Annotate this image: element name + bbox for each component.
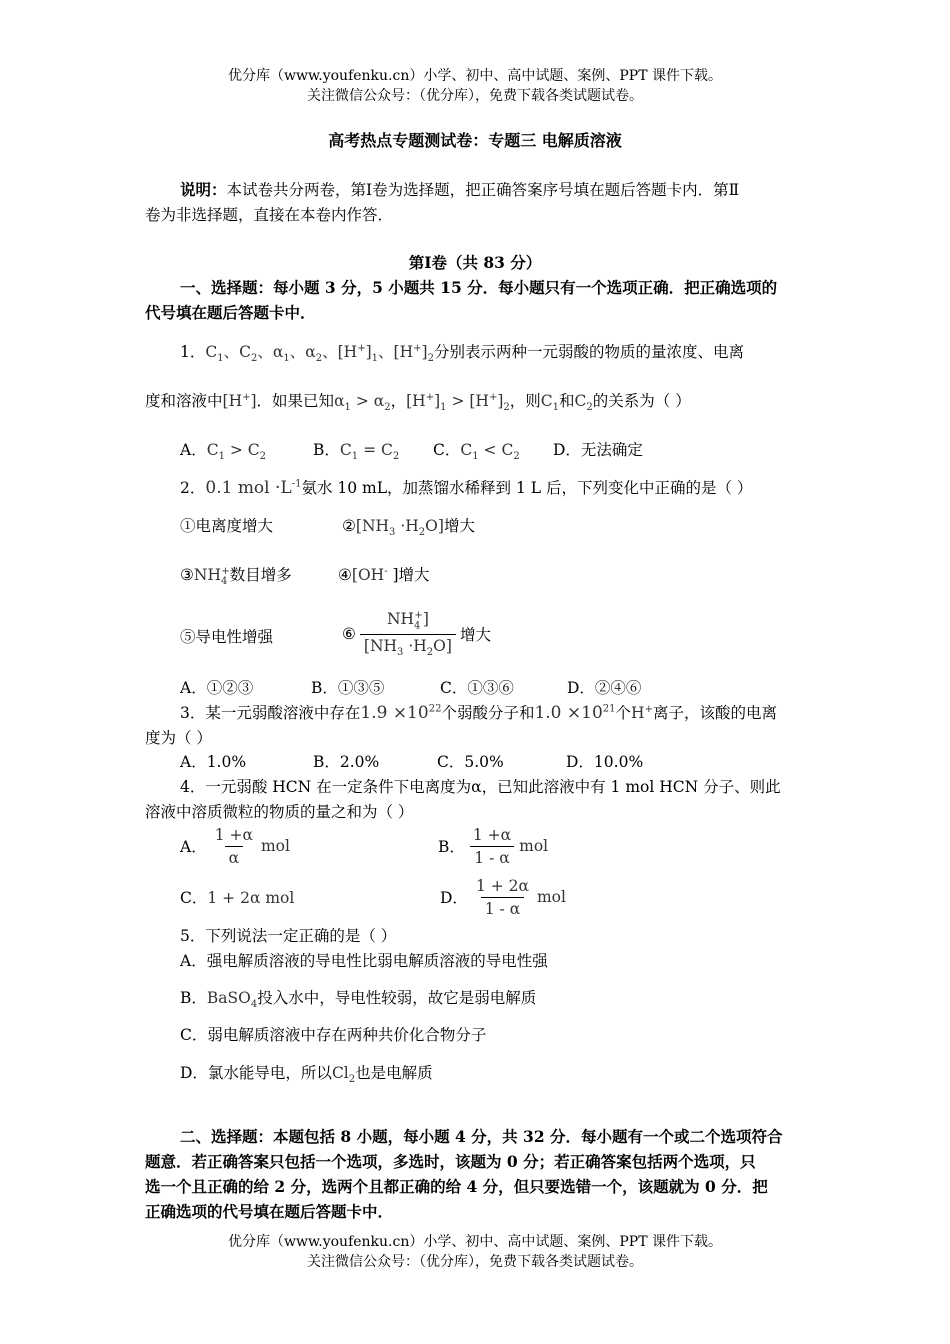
- header-line-1: 优分库（www.youfenku.cn）小学、初中、高中试题、案例、PPT 课件下载。: [227, 68, 722, 84]
- q5-stem: 5．下列说法一定正确的是（ ）: [180, 927, 397, 945]
- q2-item-2: $②[NH_3 \cdot H_2O]$增大: [342, 517, 475, 539]
- header-line-2: 关注微信公众号：（优分库），免费下载各类试题试卷。: [307, 88, 643, 104]
- note-text-1: 本试卷共分两卷，第Ⅰ卷为选择题，把正确答案序号填在题后答题卡内．第Ⅱ: [226, 181, 740, 199]
- q3-option-d: D．10.0%: [566, 753, 644, 771]
- q5-option-b: B．BaSO$_4$投入水中，导电性较弱，故它是弱电解质: [180, 989, 537, 1011]
- q1-option-c: C．$C_1 < C_2$: [433, 441, 520, 463]
- q2-option-b: B．①③⑤: [311, 679, 385, 697]
- q2-item-1: ①电离度增大: [180, 517, 274, 535]
- section2-line-4: 正确选项的代号填在题后答题卡中．: [145, 1202, 394, 1221]
- q1-option-b: B．$C_1 = C_2$: [313, 441, 400, 463]
- q1-number: 1．: [180, 343, 206, 361]
- section1-line-2: 代号填在题后答题卡中．: [145, 303, 316, 322]
- q2-item-6: ⑥ $\frac{NH_4^+]}{[NH_3 \cdot H_2O]}$ 增大: [342, 610, 491, 658]
- section1-line-1: 一、选择题：每小题 3 分，5 小题共 15 分．每小题只有一个选项正确．把正确选项的: [180, 278, 778, 297]
- q2-stem: 2．0.1 mol $\cdot L^{-1}$氨水 10 mL，加蒸馏水稀释到 1 L 后，下列变化中正确的是（ ）: [180, 478, 753, 498]
- footer-line-2: 关注微信公众号：（优分库），免费下载各类试题试卷。: [307, 1254, 643, 1270]
- q5-option-d: D．氯水能导电，所以$Cl_2$也是电解质: [180, 1064, 433, 1086]
- q2-fraction: $\frac{NH_4^+]}{[NH_3 \cdot H_2O]}$: [360, 610, 456, 657]
- q5-option-a: A．强电解质溶液的导电性比弱电解质溶液的导电性强: [180, 952, 548, 970]
- q2-option-d: D．②④⑥: [567, 679, 642, 697]
- q4-option-b: B． $\frac{1 +\alpha}{1 - \alpha}$ mol: [438, 825, 549, 867]
- q1-line-1: 1．$C_1$、$C_2$、$\alpha_1$、$\alpha_2$、$[H^+]_1$、$[H^+]_2$分别表示两种一元弱酸的物质的量浓度、电离: [180, 342, 744, 365]
- q1-option-d: D．无法确定: [553, 441, 643, 459]
- note-label: 说明：: [180, 180, 227, 199]
- q4-line-1: 4．一元弱酸 HCN 在一定条件下电离度为α，已知此溶液中有 1 mol HCN 分子、则此: [180, 778, 781, 796]
- section2-line-3: 选一个且正确的给 2 分，选两个且都正确的给 4 分，但只要选错一个，该题就为 0 分．把: [145, 1177, 768, 1196]
- part1-title: 第Ⅰ卷（共 83 分）: [408, 253, 542, 272]
- footer-line-1: 优分库（www.youfenku.cn）小学、初中、高中试题、案例、PPT 课件下载。: [227, 1234, 722, 1250]
- note-line-1: [180, 178, 739, 200]
- q5-option-c: C．弱电解质溶液中存在两种共价化合物分子: [180, 1026, 487, 1044]
- section2-line-2: 题意．若正确答案只包括一个选项，多选时，该题为 0 分；若正确答案包括两个选项，只: [145, 1152, 756, 1171]
- q4-option-a: A． $\frac{1 +\alpha}{\alpha}$ mol: [180, 825, 290, 867]
- q3-option-a: A．1.0%: [180, 753, 247, 771]
- q3-option-b: B．2.0%: [313, 753, 380, 771]
- q2-item-3: $③NH_4^+$数目增多: [180, 565, 292, 588]
- q4-line-2: 溶液中溶质微粒的物质的量之和为（ ）: [145, 803, 414, 821]
- q2-item-5: ⑤导电性增强: [180, 628, 274, 646]
- section2-line-1: 二、选择题：本题包括 8 小题，每小题 4 分，共 32 分．每小题有一个或二个选项符合: [180, 1127, 783, 1146]
- q1-option-a: A．$C_1 > C_2$: [180, 441, 267, 463]
- q4-option-c: C．1 + 2α mol: [180, 889, 295, 907]
- q3-option-c: C．5.0%: [437, 753, 504, 771]
- q2-option-a: A．①②③: [180, 679, 254, 697]
- note-line-2: 卷为非选择题，直接在本卷内作答．: [145, 206, 394, 224]
- q1-line-2: 度和溶液中[H+]．如果已知$\alpha_1 > \alpha_2$，$[H^+]_1 > [H^+]_2$，则$C_1$和$C_2$的关系为（ ）: [145, 391, 691, 414]
- q2-option-c: C．①③⑥: [440, 679, 514, 697]
- page-title: 高考热点专题测试卷：专题三 电解质溶液: [328, 131, 622, 150]
- q4-option-d: D． $\frac{1 + 2\alpha}{1 - \alpha}$ mol: [440, 876, 566, 918]
- q3-line-1: 3．某一元弱酸溶液中存在$1.9 \times 10^{22}$个弱酸分子和$1.0 \times 10^{21}$个H+离子，该酸的电离: [180, 703, 777, 723]
- q3-line-2: 度为（ ）: [145, 729, 212, 747]
- q2-item-4: ④[OH- ]增大: [338, 565, 430, 584]
